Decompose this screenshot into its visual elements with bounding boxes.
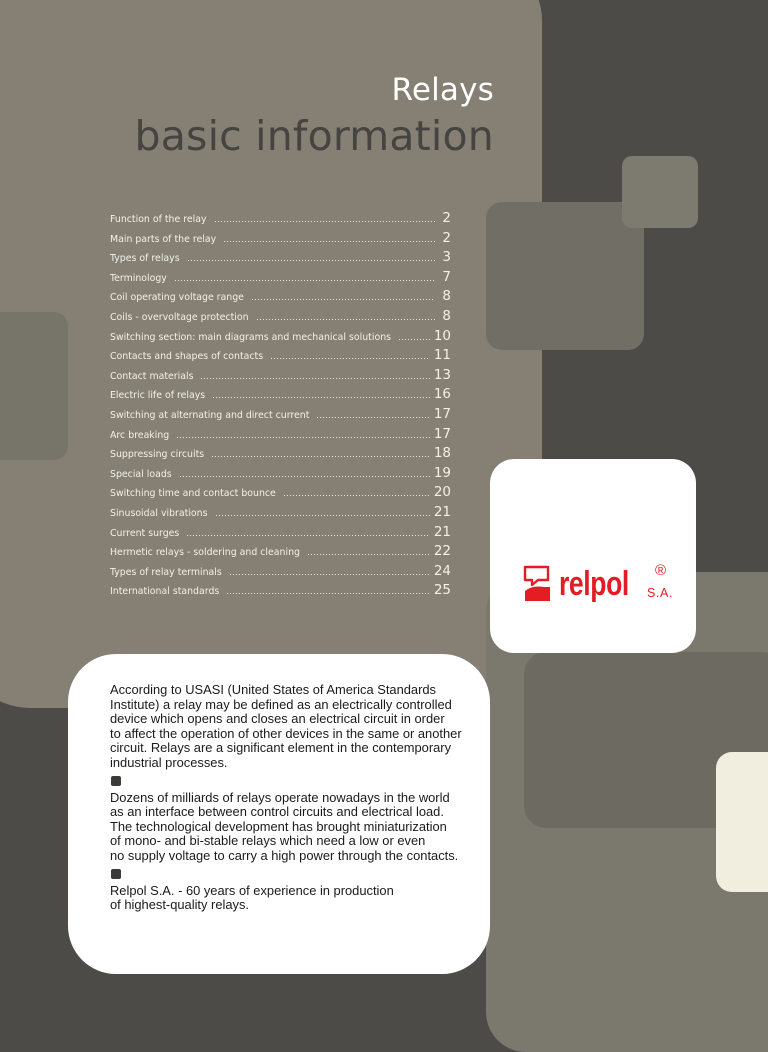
- page-title-line1: Relays: [391, 72, 494, 108]
- toc-entry-page: 2: [442, 210, 451, 226]
- toc-entry: [110, 386, 451, 406]
- toc-leader-dots: [179, 468, 430, 477]
- decorative-square-large: [486, 202, 644, 350]
- toc-entry: [110, 582, 451, 602]
- decorative-square-left: [0, 312, 68, 460]
- toc-entry-page: 21: [433, 523, 451, 540]
- toc-entry-page: 7: [442, 268, 451, 285]
- toc-entry-title: International standards: [110, 586, 220, 598]
- toc-entry-page: 2: [442, 229, 451, 246]
- bullet-square: [111, 869, 121, 879]
- toc-leader-dots: [229, 566, 430, 575]
- logo-wordmark: relpol: [559, 565, 629, 603]
- toc-entry-title: Coil operating voltage range: [110, 292, 244, 304]
- toc-entry-title: Sinusoidal vibrations: [110, 507, 208, 519]
- toc-leader-dots: [226, 585, 430, 594]
- toc-leader-dots: [174, 272, 435, 281]
- toc-leader-dots: [283, 487, 430, 496]
- toc-entry-page: 11: [433, 347, 451, 364]
- toc-entry-page: 25: [433, 582, 451, 599]
- toc-leader-dots: [251, 291, 435, 300]
- toc-entry: [110, 524, 451, 544]
- registered-mark: ®: [655, 562, 667, 579]
- relpol-logo-icon: [522, 564, 556, 606]
- toc-entry-title: Switching section: main diagrams and mechanical solutions: [110, 331, 392, 343]
- toc-leader-dots: [187, 252, 435, 261]
- toc-entry-page: 17: [433, 405, 451, 422]
- toc-entry-title: Switching at alternating and direct current: [110, 409, 310, 421]
- toc-leader-dots: [200, 370, 429, 379]
- toc-leader-dots: [215, 507, 430, 516]
- toc-entry-page: 20: [433, 484, 451, 501]
- toc-leader-dots: [270, 350, 430, 359]
- toc-leader-dots: [398, 331, 430, 340]
- toc-entry-page: 24: [433, 562, 451, 579]
- toc-entry-title: Contact materials: [110, 370, 194, 382]
- toc-entry-page: 21: [433, 503, 451, 520]
- toc-entry-page: 8: [442, 288, 451, 305]
- logo-suffix: S.A.: [647, 586, 674, 600]
- toc-entry-title: Types of relays: [110, 253, 180, 265]
- intro-paragraph-3: Relpol S.A. - 60 years of experience in production of highest-quality relays.: [110, 882, 394, 913]
- toc-entry-page: 19: [433, 464, 451, 481]
- toc-entry: [110, 504, 451, 524]
- decorative-cream-tab: [716, 752, 768, 892]
- toc-entry-title: Main parts of the relay: [110, 233, 217, 245]
- toc-entry-title: Switching time and contact bounce: [110, 488, 276, 500]
- toc-entry-page: 18: [433, 445, 451, 462]
- toc-entry: [110, 249, 451, 269]
- toc-entry-title: Current surges: [110, 527, 180, 539]
- toc-entry-title: Function of the relay: [110, 214, 207, 225]
- table-of-contents: [110, 210, 451, 602]
- toc-entry: [110, 288, 451, 308]
- toc-entry: [110, 563, 451, 583]
- intro-paragraph-1: According to USASI (United States of America Standards Institute) a relay may be defined as an electrically controlled device which opens and closes an electrical circuit in order to affect the operation of other devices in the same or another circuit. Relays are a significant element in the contemporary industrial processes.: [110, 682, 462, 770]
- toc-entry: [110, 543, 451, 563]
- toc-entry-title: Suppressing circuits: [110, 449, 205, 461]
- page-title-line2: basic information: [134, 112, 494, 160]
- logo-card: [490, 459, 696, 653]
- toc-entry: [110, 328, 451, 348]
- toc-entry-title: Electric life of relays: [110, 390, 206, 402]
- toc-leader-dots: [223, 233, 435, 242]
- decorative-square-small: [622, 156, 698, 228]
- toc-entry: [110, 465, 451, 485]
- toc-entry-title: Types of relay terminals: [110, 566, 222, 578]
- toc-entry: [110, 347, 451, 367]
- toc-leader-dots: [214, 213, 435, 222]
- toc-entry-page: 17: [433, 425, 451, 442]
- toc-entry-page: 10: [433, 327, 451, 344]
- toc-entry: [110, 445, 451, 465]
- intro-paragraph-2: Dozens of milliards of relays operate nowadays in the world as an interface between control circuits and electrical load. The technological development has brought miniaturization of mono- and bi-stable relays which need a low or even no supply voltage to carry a high power through the contacts.: [110, 789, 459, 863]
- toc-entry-title: Special loads: [110, 468, 172, 480]
- toc-entry-page: 22: [433, 543, 451, 560]
- toc-entry-page: 3: [442, 249, 451, 266]
- toc-entry: [110, 269, 451, 289]
- toc-leader-dots: [211, 448, 430, 457]
- toc-leader-dots: [256, 311, 435, 320]
- toc-entry: [110, 367, 451, 387]
- toc-entry-title: Terminology: [110, 272, 167, 284]
- toc-leader-dots: [307, 546, 430, 555]
- toc-entry: [110, 406, 451, 426]
- toc-entry: [110, 426, 451, 446]
- toc-entry: [110, 210, 451, 230]
- toc-leader-dots: [212, 389, 430, 398]
- toc-entry-page: 16: [433, 386, 451, 403]
- toc-leader-dots: [176, 429, 430, 438]
- toc-entry-title: Contacts and shapes of contacts: [110, 351, 264, 363]
- toc-entry-title: Hermetic relays - soldering and cleaning: [110, 547, 300, 559]
- toc-entry: [110, 484, 451, 504]
- toc-entry-page: 13: [433, 366, 451, 383]
- intro-text: [110, 683, 482, 913]
- toc-entry: [110, 308, 451, 328]
- toc-entry: [110, 230, 451, 250]
- toc-entry-page: 8: [442, 307, 451, 324]
- bullet-square: [111, 776, 121, 786]
- toc-leader-dots: [186, 527, 430, 536]
- toc-entry-title: Arc breaking: [110, 429, 170, 441]
- toc-leader-dots: [316, 409, 429, 418]
- toc-entry-title: Coils - overvoltage protection: [110, 311, 249, 323]
